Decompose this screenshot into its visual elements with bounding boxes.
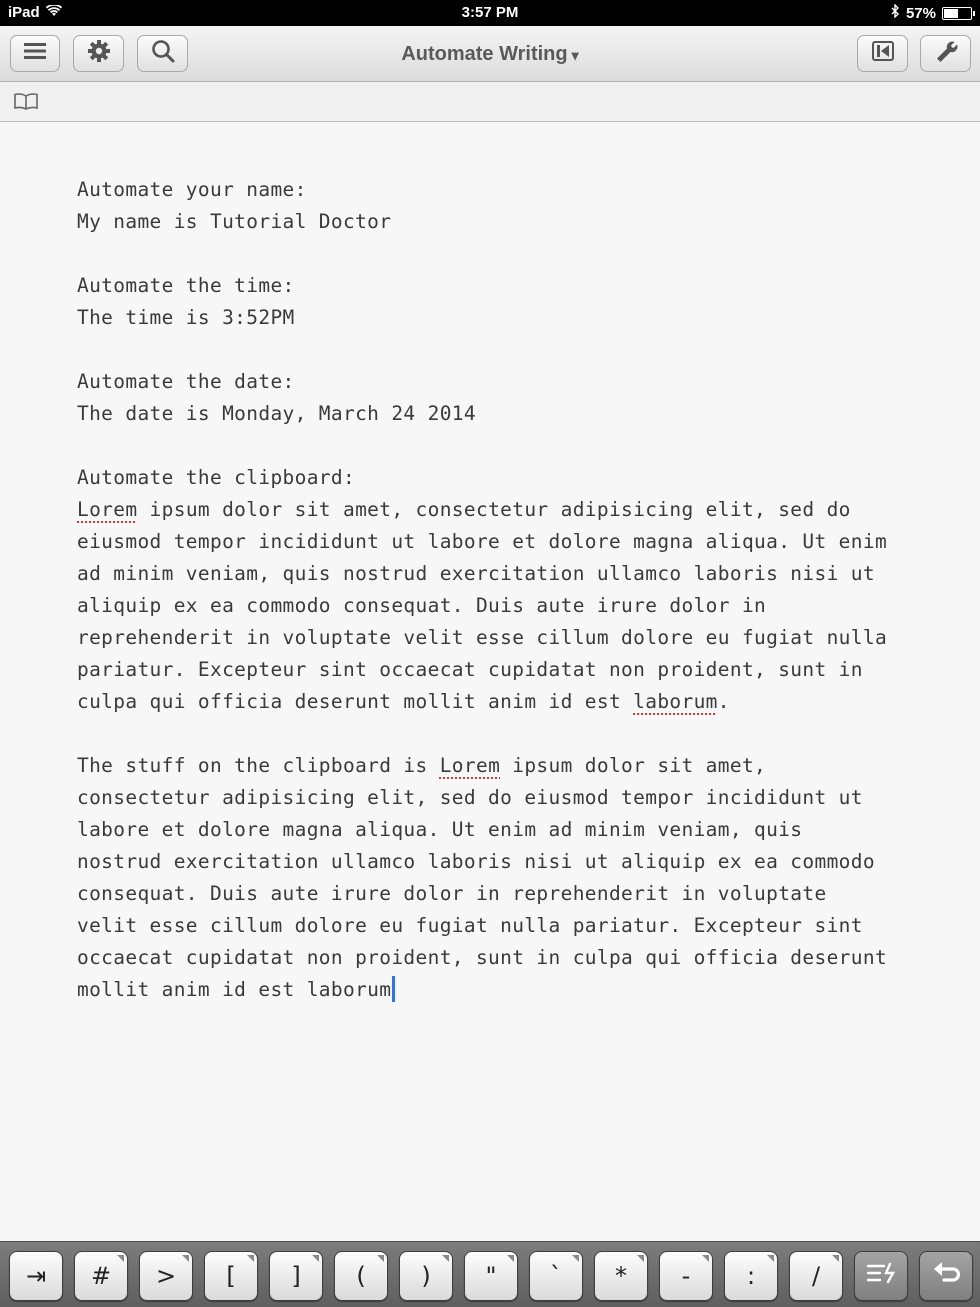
- date-heading: Automate the date:: [77, 370, 295, 393]
- document-title[interactable]: [0, 43, 980, 66]
- key-hyphen[interactable]: -: [659, 1251, 713, 1301]
- stuff-line: occaecat cupidatat non proident, sunt in culpa qui officia deserunt: [77, 946, 888, 969]
- stuff-line-text: mollit anim id est laborum: [77, 978, 392, 1001]
- bluetooth-icon: [891, 4, 900, 22]
- key-close-paren[interactable]: ): [399, 1251, 453, 1301]
- undo-icon: [932, 1260, 960, 1292]
- book-icon[interactable]: [14, 93, 38, 115]
- clipboard-line-text: culpa qui officia deserunt mollit anim id est: [77, 690, 634, 713]
- skip-back-icon: [872, 41, 894, 66]
- clipboard-line: eiusmod tempor incididunt ut labore et dolore magna aliqua. Ut enim: [77, 530, 888, 553]
- stuff-line: velit esse cillum dolore eu fugiat nulla pariatur. Excepteur sint: [77, 914, 863, 937]
- time-section: [77, 270, 927, 334]
- key-greater-than[interactable]: >: [139, 1251, 193, 1301]
- key-tab[interactable]: ⇥: [9, 1251, 63, 1301]
- key-double-quote[interactable]: ": [464, 1251, 518, 1301]
- key-open-bracket[interactable]: [: [204, 1251, 258, 1301]
- battery-percent: 57%: [905, 4, 936, 22]
- name-heading: Automate your name:: [77, 178, 307, 201]
- device-label: iPad: [8, 4, 40, 21]
- stuff-line: [77, 974, 927, 1006]
- battery-icon: [942, 7, 972, 20]
- time-heading: Automate the time:: [77, 274, 295, 297]
- key-asterisk[interactable]: *: [594, 1251, 648, 1301]
- tools-button[interactable]: [920, 35, 971, 72]
- secondary-bar: [0, 82, 980, 122]
- misspelled-word[interactable]: Lorem: [77, 498, 138, 521]
- stuff-line-text: ipsum dolor sit amet,: [500, 754, 767, 777]
- stuff-line: consectetur adipisicing elit, sed do eiusmod tempor incididunt ut: [77, 786, 863, 809]
- name-line: My name is Tutorial Doctor: [77, 210, 392, 233]
- key-open-paren[interactable]: (: [334, 1251, 388, 1301]
- stuff-line: labore et dolore magna aliqua. Ut enim ad minim veniam, quis: [77, 818, 803, 841]
- status-time: 3:57 PM: [461, 4, 519, 21]
- misspelled-word[interactable]: laborum: [633, 690, 718, 713]
- clipboard-line: aliquip ex ea commodo consequat. Duis aute irure dolor in: [77, 594, 767, 617]
- stuff-line: nostrud exercitation ullamco laboris nisi ut aliquip ex ea commodo: [77, 850, 875, 873]
- key-colon[interactable]: :: [724, 1251, 778, 1301]
- extended-keyboard-row: [0, 1241, 980, 1307]
- clipboard-heading: Automate the clipboard:: [77, 466, 356, 489]
- wrench-icon: [934, 39, 958, 68]
- stuff-section: [77, 750, 927, 1006]
- clipboard-line-text: ipsum dolor sit amet, consectetur adipisicing elit, sed do: [137, 498, 851, 521]
- preview-button[interactable]: [857, 35, 908, 72]
- document-editor[interactable]: [77, 174, 927, 1038]
- stuff-line: consequat. Duis aute irure dolor in reprehenderit in voluptate: [77, 882, 827, 905]
- collapse-keyboard-icon: [866, 1262, 896, 1290]
- clipboard-section: [77, 462, 927, 718]
- name-section: [77, 174, 927, 238]
- collapse-keyboard-button[interactable]: [854, 1251, 908, 1301]
- clipboard-line: pariatur. Excepteur sint occaecat cupidatat non proident, sunt in: [77, 658, 863, 681]
- clipboard-line: reprehenderit in voluptate velit esse cillum dolore eu fugiat nulla: [77, 626, 888, 649]
- key-slash[interactable]: /: [789, 1251, 843, 1301]
- clipboard-line: [77, 686, 927, 718]
- toolbar: [0, 26, 980, 82]
- undo-button[interactable]: [919, 1251, 973, 1301]
- key-close-bracket[interactable]: ]: [269, 1251, 323, 1301]
- clipboard-line: [77, 494, 927, 526]
- text-cursor: [392, 976, 395, 1002]
- date-line: The date is Monday, March 24 2014: [77, 402, 476, 425]
- date-section: [77, 366, 927, 430]
- key-hash[interactable]: #: [74, 1251, 128, 1301]
- status-bar: [0, 0, 980, 26]
- stuff-line-text: The stuff on the clipboard is: [77, 754, 440, 777]
- document-title-text: Automate Writing: [401, 43, 568, 65]
- battery-fill: [944, 9, 958, 18]
- title-caret-icon: ▾: [571, 47, 579, 63]
- clipboard-line: ad minim veniam, quis nostrud exercitation ullamco laboris nisi ut: [77, 562, 875, 585]
- time-line: The time is 3:52PM: [77, 306, 295, 329]
- key-backtick[interactable]: `: [529, 1251, 583, 1301]
- stuff-line: [77, 750, 927, 782]
- misspelled-word[interactable]: Lorem: [439, 754, 501, 777]
- clipboard-line-text: .: [717, 690, 730, 713]
